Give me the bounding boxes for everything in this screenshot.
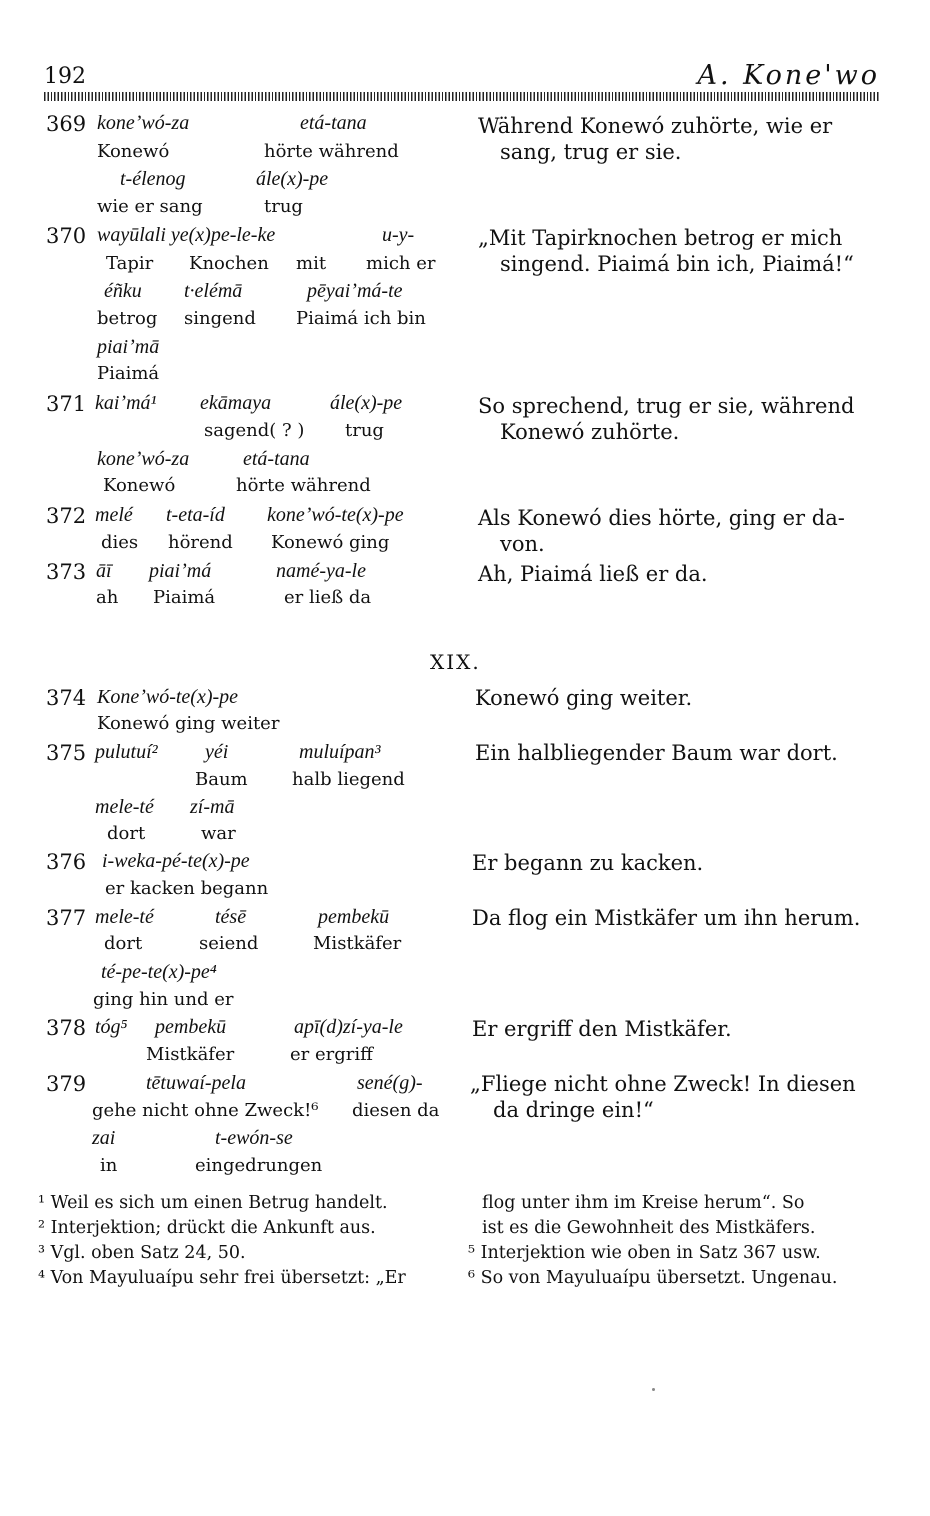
arekuna-word: etá-tana xyxy=(300,112,367,134)
translation-line: da dringe ein!“ xyxy=(493,1098,654,1122)
translation-line: sang, trug er sie. xyxy=(500,140,682,164)
arekuna-word: koneʼwó-te(x)-pe xyxy=(267,504,404,526)
arekuna-word: ekāmaya xyxy=(200,392,272,414)
arekuna-word: kaiʼmá¹ xyxy=(95,392,157,414)
page-number: 192 xyxy=(44,64,86,89)
arekuna-word: té-pe-te(x)-pe⁴ xyxy=(101,961,217,983)
gloss-word: ah xyxy=(96,587,119,608)
gloss-word: Piaimá ich bin xyxy=(296,308,426,329)
gloss-word: Tapir xyxy=(106,253,154,274)
sentence-number: 371 xyxy=(46,392,87,416)
arekuna-word: pēyaiʼmá-te xyxy=(307,280,403,302)
sentence-number: 377 xyxy=(46,906,87,930)
arekuna-word: mele-té xyxy=(95,796,154,818)
sentence-number: 378 xyxy=(46,1016,87,1040)
sentence-number: 379 xyxy=(46,1072,87,1096)
footnote-line: ⁵ Interjektion wie oben in Satz 367 usw. xyxy=(468,1243,821,1263)
arekuna-word: u-y- xyxy=(382,224,415,246)
gloss-word: er ließ da xyxy=(284,587,372,608)
gloss-word: Konewó ging xyxy=(271,532,390,553)
gloss-word: trug xyxy=(264,196,303,217)
arekuna-word: t-ewón-se xyxy=(215,1127,293,1149)
gloss-word: ging hin und er xyxy=(93,989,234,1010)
gloss-word: Mistkäfer xyxy=(313,933,402,954)
gloss-word: Piaimá xyxy=(153,587,216,608)
gloss-word: Konewó xyxy=(103,475,176,496)
arekuna-word: Koneʼwó-te(x)-pe xyxy=(97,686,239,708)
gloss-word: mich er xyxy=(366,253,436,274)
arekuna-word: piaiʼmā xyxy=(97,336,160,358)
arekuna-word: t-eta-íd xyxy=(166,504,225,526)
arekuna-word: zí-mā xyxy=(190,796,235,818)
gloss-word: betrog xyxy=(97,308,158,329)
gloss-word: trug xyxy=(345,420,384,441)
arekuna-word: piaiʼmá xyxy=(149,560,212,582)
gloss-word: Knochen xyxy=(189,253,269,274)
footnote-line: ² Interjektion; drückt die Ankunft aus. xyxy=(38,1218,376,1238)
arekuna-word: t·elémā xyxy=(184,280,243,302)
arekuna-word: pulutuí² xyxy=(95,741,158,763)
gloss-word: diesen da xyxy=(352,1100,440,1121)
arekuna-word: t-élenog xyxy=(120,168,186,190)
sentence-number: 372 xyxy=(46,504,87,528)
arekuna-word: apī(d)zí-ya-le xyxy=(294,1016,403,1038)
arekuna-word: ále(x)-pe xyxy=(256,168,329,190)
gloss-word: Konewó xyxy=(97,141,170,162)
translation-line: Konewó zuhörte. xyxy=(500,420,680,444)
footnote-line: ⁴ Von Mayuluaípu sehr frei übersetzt: „Er xyxy=(38,1268,406,1288)
arekuna-word: muluípan³ xyxy=(299,741,381,763)
sentence-number: 374 xyxy=(46,686,87,710)
gloss-word: Mistkäfer xyxy=(146,1044,235,1065)
arekuna-word: ále(x)-pe xyxy=(330,392,403,414)
arekuna-word: zai xyxy=(92,1127,116,1149)
gloss-word: war xyxy=(201,823,236,844)
gloss-word: seiend xyxy=(199,933,259,954)
translation-line: Da flog ein Mistkäfer um ihn herum. xyxy=(472,906,861,930)
gloss-word: Piaimá xyxy=(97,363,160,384)
gloss-word: gehe nicht ohne Zweck!⁶ xyxy=(92,1100,319,1121)
sentence-number: 373 xyxy=(46,560,87,584)
gloss-word: sagend( ? ) xyxy=(204,420,305,441)
arekuna-word: pembekū xyxy=(155,1016,227,1038)
arekuna-word: sené(g)- xyxy=(357,1072,423,1094)
translation-line: Während Konewó zuhörte, wie er xyxy=(478,114,833,138)
translation-line: Ein halbliegender Baum war dort. xyxy=(475,741,838,765)
gloss-word: Baum xyxy=(195,769,248,790)
arekuna-word: éñku xyxy=(104,280,142,302)
gloss-word: mit xyxy=(296,253,327,274)
translation-line: Er ergriff den Mistkäfer. xyxy=(472,1017,732,1041)
gloss-word: dies xyxy=(101,532,139,553)
section-heading: XIX. xyxy=(430,650,481,674)
gloss-word: er kacken begann xyxy=(105,878,269,899)
gloss-word: dort xyxy=(107,823,146,844)
gloss-word: halb liegend xyxy=(292,769,405,790)
footnote-line: ist es die Gewohnheit des Mistkäfers. xyxy=(482,1218,816,1238)
arekuna-word: i-weka-pé-te(x)-pe xyxy=(102,850,250,872)
header-rule xyxy=(44,92,879,101)
translation-line: So sprechend, trug er sie, während xyxy=(478,394,855,418)
arekuna-word: tésē xyxy=(215,906,247,928)
arekuna-word: yéi xyxy=(205,741,229,763)
footnote-line: ³ Vgl. oben Satz 24, 50. xyxy=(38,1243,246,1263)
arekuna-word: tóg⁵ xyxy=(95,1016,128,1038)
gloss-word: in xyxy=(100,1155,118,1176)
arekuna-word: āī xyxy=(96,560,112,582)
arekuna-word: namé-ya-le xyxy=(276,560,366,582)
footnote-line: flog unter ihm im Kreise herum“. So xyxy=(482,1193,805,1213)
gloss-word: hörte während xyxy=(264,141,399,162)
arekuna-word: melé xyxy=(95,504,133,526)
arekuna-word: pembekū xyxy=(318,906,390,928)
sentence-number: 370 xyxy=(46,224,87,248)
translation-line: von. xyxy=(500,532,545,556)
paper-speck xyxy=(652,1388,655,1391)
translation-line: singend. Piaimá bin ich, Piaimá!“ xyxy=(500,252,854,276)
gloss-word: hörend xyxy=(168,532,233,553)
arekuna-word: tētuwaí-pela xyxy=(146,1072,246,1094)
arekuna-word: mele-té xyxy=(95,906,154,928)
gloss-word: eingedrungen xyxy=(195,1155,323,1176)
arekuna-word: wayūlali ye(x)pe-le-ke xyxy=(97,224,276,246)
gloss-word: er ergriff xyxy=(290,1044,373,1065)
translation-line: Konewó ging weiter. xyxy=(475,686,693,710)
sentence-number: 375 xyxy=(46,741,87,765)
sentence-number: 376 xyxy=(46,850,87,874)
translation-line: Er begann zu kacken. xyxy=(472,851,704,875)
translation-line: Ah, Piaimá ließ er da. xyxy=(478,562,708,586)
gloss-word: hörte während xyxy=(236,475,371,496)
gloss-word: wie er sang xyxy=(97,196,203,217)
translation-line: „Mit Tapirknochen betrog er mich xyxy=(478,226,843,250)
gloss-word: singend xyxy=(184,308,256,329)
running-head: A. Kone'wo xyxy=(697,60,880,91)
gloss-word: Konewó ging weiter xyxy=(97,713,280,734)
arekuna-word: etá-tana xyxy=(243,448,310,470)
footnote-line: ¹ Weil es sich um einen Betrug handelt. xyxy=(38,1193,388,1213)
arekuna-word: koneʼwó-za xyxy=(97,112,190,134)
footnote-line: ⁶ So von Mayuluaípu übersetzt. Ungenau. xyxy=(468,1268,838,1288)
sentence-number: 369 xyxy=(46,112,87,136)
gloss-word: dort xyxy=(104,933,143,954)
translation-line: „Fliege nicht ohne Zweck! In diesen xyxy=(470,1072,856,1096)
translation-line: Als Konewó dies hörte, ging er da- xyxy=(478,506,845,530)
arekuna-word: koneʼwó-za xyxy=(97,448,190,470)
